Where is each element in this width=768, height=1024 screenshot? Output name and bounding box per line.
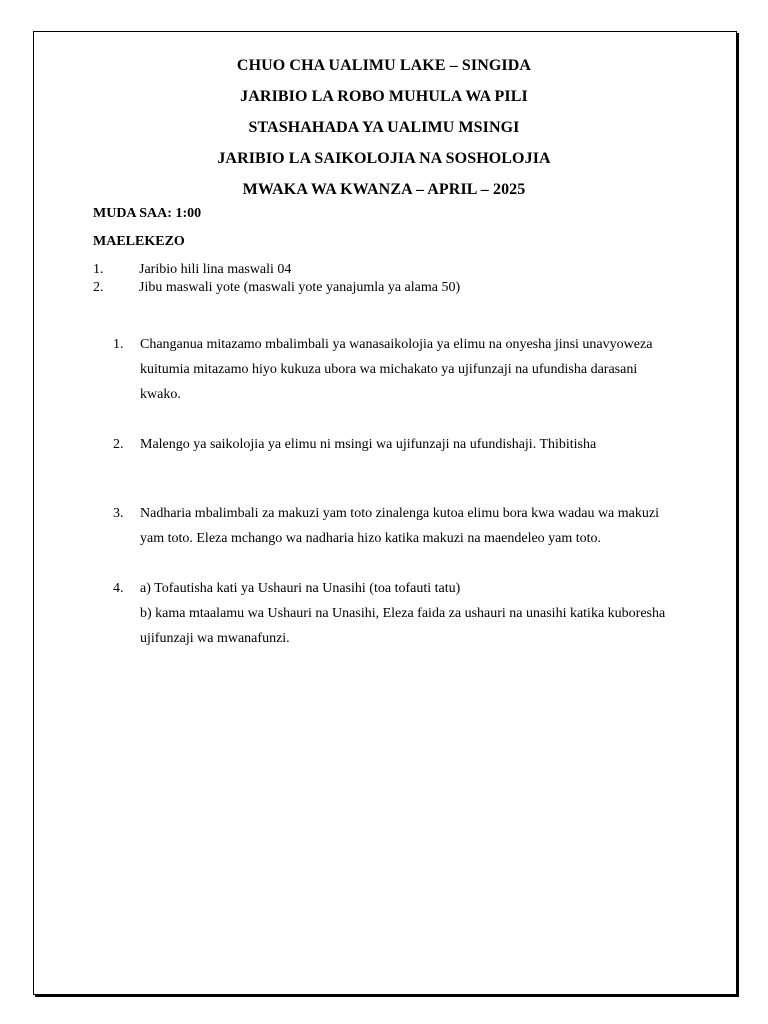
- document-header: [33, 50, 735, 205]
- question-item: [113, 332, 673, 407]
- exam-title: JARIBIO LA ROBO MUHULA WA PILI: [240, 88, 528, 105]
- question-number: 3.: [113, 506, 124, 521]
- instruction-number: 1.: [93, 262, 104, 277]
- exam-duration: MUDA SAA: 1:00: [93, 206, 202, 221]
- program-title: STASHAHADA YA UALIMU MSINGI: [248, 119, 520, 136]
- question-item: [113, 576, 673, 651]
- questions-list: [113, 332, 673, 651]
- instruction-item: [93, 261, 460, 279]
- question-number: 4.: [113, 581, 124, 596]
- instruction-text: Jibu maswali yote (maswali yote yanajumla ya alama 50): [139, 280, 461, 295]
- question-text: Nadharia mbalimbali za makuzi yam toto zinalenga kutoa elimu bora kwa wadau wa makuzi yam toto. Eleza mchango wa nadharia hizo katika makuzi na maendeleo yam toto.: [140, 506, 659, 546]
- question-number: 2.: [113, 437, 124, 452]
- question-body: [140, 576, 673, 651]
- subject-title: JARIBIO LA SAIKOLOJIA NA SOSHOLOJIA: [217, 150, 551, 167]
- college-title: CHUO CHA UALIMU LAKE – SINGIDA: [236, 57, 532, 74]
- question-item: [113, 501, 673, 551]
- instruction-item: [93, 279, 460, 297]
- instructions-list: [93, 261, 460, 297]
- instruction-text: Jaribio hili lina maswali 04: [139, 262, 292, 277]
- instructions-heading: MAELEKEZO: [93, 234, 185, 249]
- instruction-number: 2.: [93, 280, 104, 295]
- question-item: [113, 432, 673, 457]
- year-title: MWAKA WA KWANZA – APRIL – 2025: [242, 181, 526, 198]
- question-part-b: b) kama mtaalamu wa Ushauri na Unasihi, Eleza faida za ushauri na unasihi katika kuboresha ujifunzaji wa mwanafunzi.: [140, 606, 666, 646]
- question-number: 1.: [113, 337, 124, 352]
- question-text: Changanua mitazamo mbalimbali ya wanasaikolojia ya elimu na onyesha jinsi unavyoweza kuitumia mitazamo hiyo kukuza ubora wa michakato ya ujifunzaji na ufundisha darasani kwako.: [140, 337, 653, 402]
- question-text: Malengo ya saikolojia ya elimu ni msingi wa ujifunzaji na ufundishaji. Thibitisha: [140, 437, 597, 452]
- question-part-a: a) Tofautisha kati ya Ushauri na Unasihi (toa tofauti tatu): [140, 581, 461, 596]
